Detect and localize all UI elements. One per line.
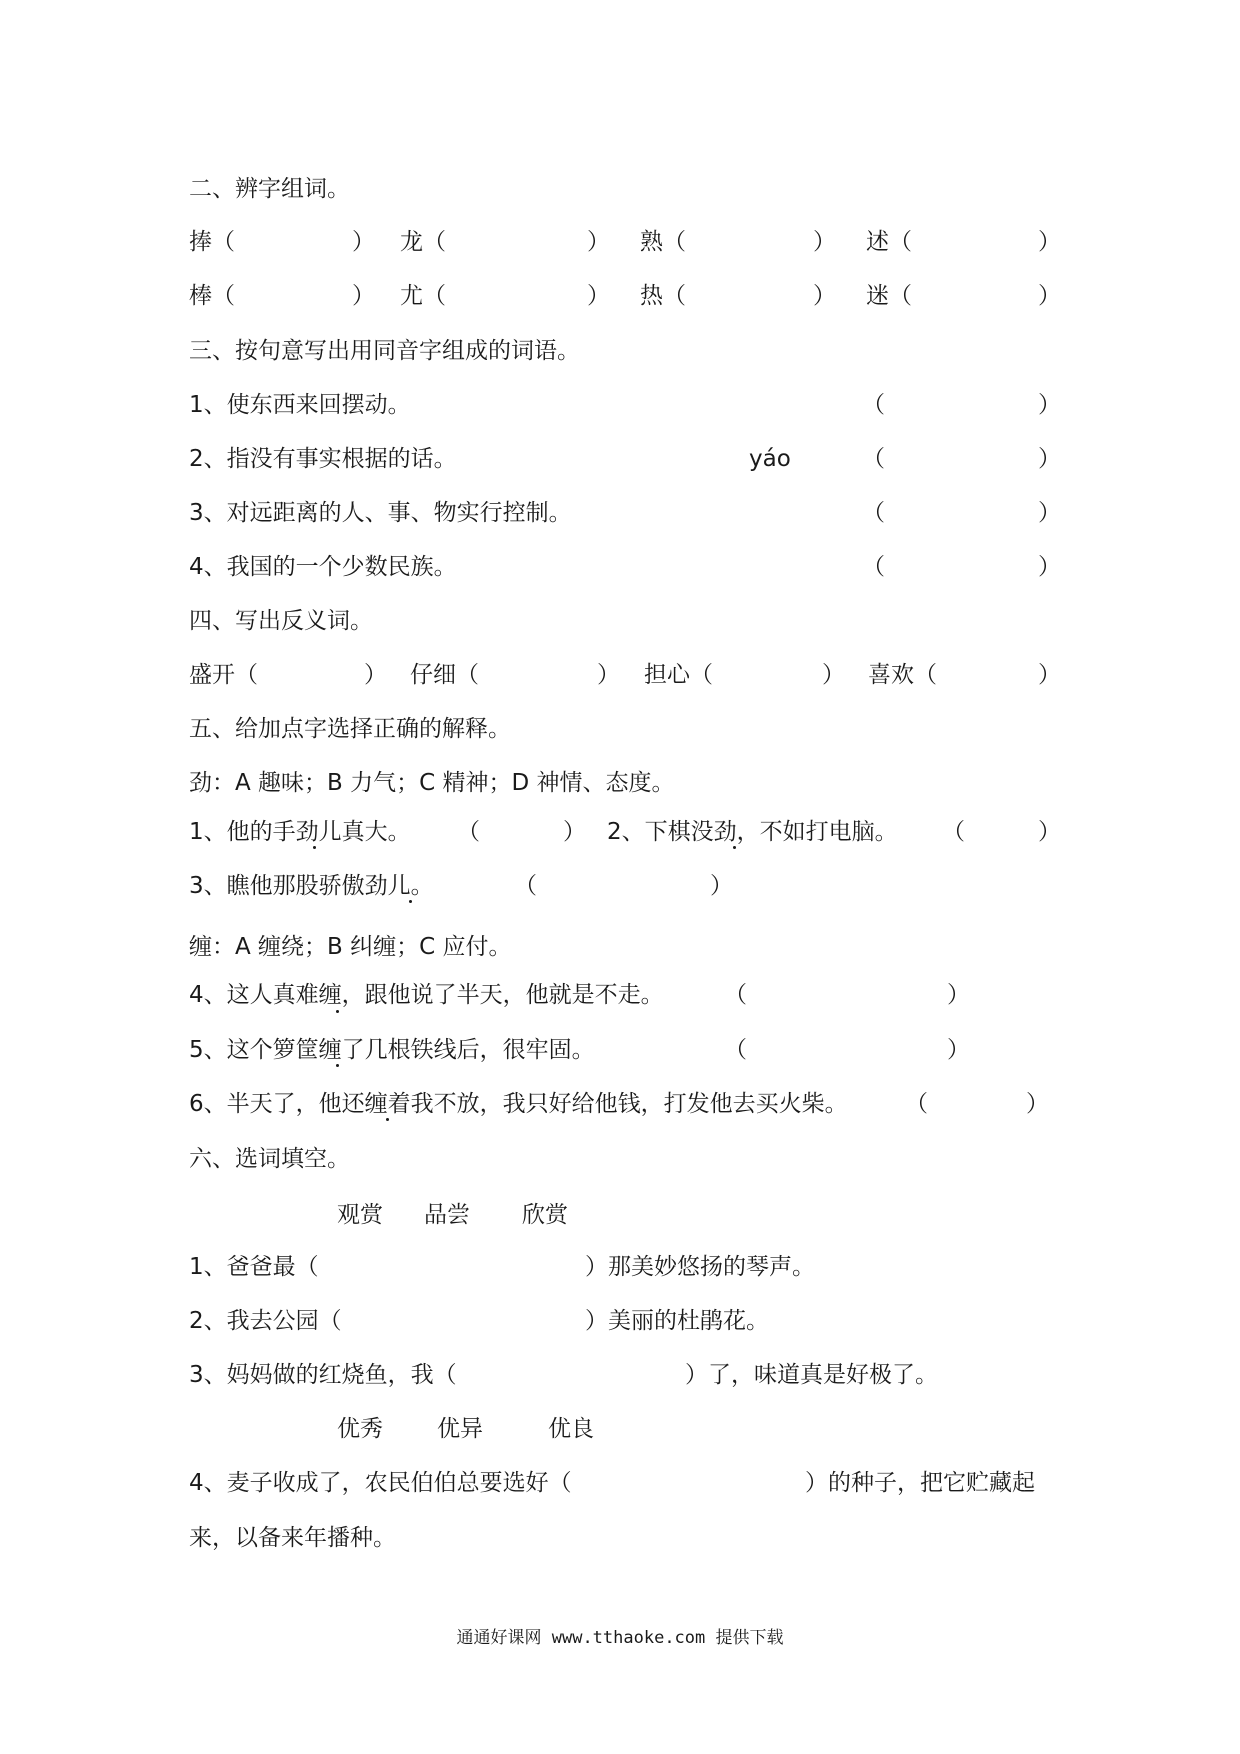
char-pair-2a: 龙（: [400, 229, 446, 255]
question-3: 3、瞧他那股骄傲劲儿。: [189, 873, 434, 899]
paren-close: ）: [1038, 283, 1061, 309]
fill-sentence-2-end: ）美丽的杜鹃花。: [585, 1308, 769, 1334]
word-option: 优良: [548, 1416, 594, 1442]
paren-open: （: [942, 819, 965, 845]
paren-close: ）: [1038, 662, 1061, 688]
section6-title: 六、选词填空。: [189, 1146, 350, 1172]
paren-close: ）: [364, 662, 387, 688]
paren-close: ）: [352, 229, 375, 255]
section4-title: 四、写出反义词。: [189, 608, 373, 634]
paren-open: （: [862, 392, 885, 418]
word-option: 优异: [437, 1416, 483, 1442]
question-5: 5、这个箩筐缠了几根铁线后，很牢固。: [189, 1037, 595, 1063]
homophone-item-3: 3、对远距离的人、事、物实行控制。: [189, 500, 572, 526]
page-footer: 通通好课网 www.tthaoke.com 提供下载: [456, 1628, 784, 1648]
paren-close: ）: [587, 283, 610, 309]
question-6: 6、半天了，他还缠着我不放，我只好给他钱，打发他去买火柴。: [189, 1091, 848, 1117]
paren-close: ）: [597, 662, 620, 688]
paren-close: ）: [1038, 819, 1061, 845]
paren-close: ）: [710, 873, 733, 899]
paren-close: ）: [563, 819, 586, 845]
fill-sentence-4-start: 4、麦子收成了，农民伯伯总要选好（: [189, 1470, 572, 1496]
section5-title: 五、给加点字选择正确的解释。: [189, 716, 511, 742]
paren-open: （: [514, 873, 537, 899]
paren-close: ）: [813, 229, 836, 255]
paren-open: （: [457, 819, 480, 845]
antonym-word-4: 喜欢（: [868, 662, 937, 688]
antonym-word-1: 盛开（: [189, 662, 258, 688]
paren-close: ）: [947, 982, 970, 1008]
word-option: 观赏: [337, 1202, 383, 1228]
paren-open: （: [905, 1091, 928, 1117]
paren-close: ）: [1038, 229, 1061, 255]
paren-open: （: [724, 1037, 747, 1063]
char-pair-4a: 述（: [866, 229, 912, 255]
fill-sentence-3-end: ）了，味道真是好极了。: [685, 1362, 938, 1388]
antonym-word-3: 担心（: [644, 662, 713, 688]
paren-open: （: [724, 982, 747, 1008]
fill-sentence-1-start: 1、爸爸最（: [189, 1254, 319, 1280]
char-pair-1b: 棒（: [189, 283, 235, 309]
paren-close: ）: [1038, 500, 1061, 526]
paren-close: ）: [1038, 392, 1061, 418]
emphasis-dot: [733, 846, 736, 849]
emphasis-dot: [409, 900, 412, 903]
emphasis-dot: [313, 846, 316, 849]
paren-open: （: [862, 500, 885, 526]
antonym-word-2: 仔细（: [410, 662, 479, 688]
paren-open: （: [862, 446, 885, 472]
homophone-item-2: 2、指没有事实根据的话。: [189, 446, 457, 472]
emphasis-dot: [336, 1010, 339, 1013]
emphasis-dot: [336, 1064, 339, 1067]
fill-sentence-4-continued: 来，以备来年播种。: [189, 1525, 396, 1551]
chan-definitions: 缠：A 缠绕；B 纠缠；C 应付。: [189, 934, 512, 960]
fill-sentence-4-end: ）的种子，把它贮藏起: [805, 1470, 1035, 1496]
fill-sentence-2-start: 2、我去公园（: [189, 1308, 342, 1334]
paren-close: ）: [352, 283, 375, 309]
paren-close: ）: [1038, 446, 1061, 472]
section3-title: 三、按句意写出用同音字组成的词语。: [189, 338, 580, 364]
word-option: 品尝: [424, 1202, 470, 1228]
question-2: 2、下棋没劲，不如打电脑。: [607, 819, 898, 845]
char-pair-4b: 迷（: [866, 283, 912, 309]
section2-title: 二、辨字组词。: [189, 176, 350, 202]
word-option: 欣赏: [522, 1202, 568, 1228]
paren-close: ）: [822, 662, 845, 688]
pinyin-hint: yáo: [749, 446, 791, 472]
paren-close: ）: [813, 283, 836, 309]
char-pair-2b: 尤（: [400, 283, 446, 309]
word-option: 优秀: [337, 1416, 383, 1442]
homophone-item-4: 4、我国的一个少数民族。: [189, 554, 457, 580]
paren-close: ）: [1026, 1091, 1049, 1117]
paren-close: ）: [947, 1037, 970, 1063]
paren-close: ）: [1038, 554, 1061, 580]
question-1: 1、他的手劲儿真大。: [189, 819, 411, 845]
jin-definitions: 劲：A 趣味；B 力气；C 精神；D 神情、态度。: [189, 770, 675, 796]
fill-sentence-3-start: 3、妈妈做的红烧鱼，我（: [189, 1362, 457, 1388]
char-pair-3b: 热（: [640, 283, 686, 309]
fill-sentence-1-end: ）那美妙悠扬的琴声。: [585, 1254, 815, 1280]
paren-open: （: [862, 554, 885, 580]
paren-close: ）: [587, 229, 610, 255]
char-pair-1a: 捧（: [189, 229, 235, 255]
emphasis-dot: [386, 1118, 389, 1121]
char-pair-3a: 熟（: [640, 229, 686, 255]
question-4: 4、这人真难缠，跟他说了半天，他就是不走。: [189, 982, 664, 1008]
homophone-item-1: 1、使东西来回摆动。: [189, 392, 411, 418]
